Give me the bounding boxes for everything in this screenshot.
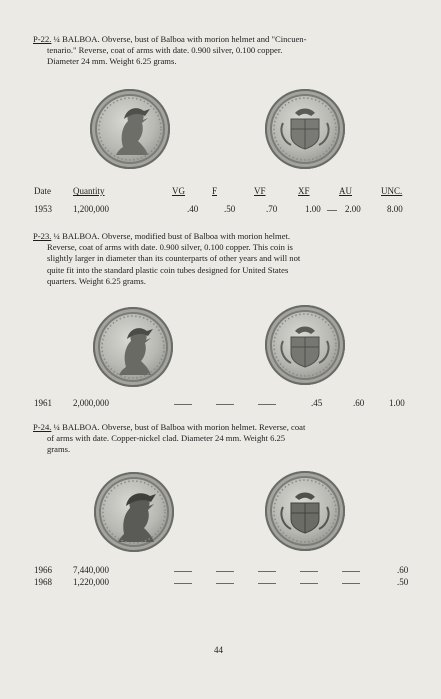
balboa-bust-icon [93,307,173,387]
coat-of-arms-icon [265,471,345,551]
header-xf: XF [298,186,310,196]
coin-obverse-image [94,472,174,552]
entry-p22-description: P-22. ¼ BALBOA. Obverse, bust of Balboa with morion helmet and "Cincuen- tenario." Reverse, coat of arms with date. 0.900 silver, 0.100 copper. Diameter 24 mm. Weight 6.25 grams. [33,34,307,67]
header-date: Date [34,186,51,196]
dash-separator [342,571,360,572]
dash-separator [216,404,234,405]
catalog-number: P-22. [33,34,52,44]
balboa-bust-icon [90,89,170,169]
dash-separator [258,571,276,572]
coin-reverse-image [265,471,345,551]
coin-obverse-image [90,89,170,169]
coin-obverse-image [93,307,173,387]
dash-separator [300,571,318,572]
dash-separator [174,583,192,584]
header-au: AU [339,186,352,196]
dash-separator [174,404,192,405]
header-vf: VF [254,186,266,196]
entry-p23-description: P-23. ¼ BALBOA. Obverse, modified bust of Balboa with morion helmet. Reverse, coat of arms with date. 0.900 silver, 0.100 copper. This coin is slightly larger in diameter than its counterparts of other years and will not quite fit into the standard plastic coin tubes designed for United States quarters. Weight 6.25 grams. [33,231,301,286]
header-unc: UNC. [381,186,403,196]
dash-separator [258,404,276,405]
dash-separator [258,583,276,584]
header-vg: VG [172,186,185,196]
entry-p24-description: P-24. ¼ BALBOA. Obverse, bust of Balboa with morion helmet. Reverse, coat of arms with date. Copper-nickel clad. Diameter 24 mm. Weight 6.25 grams. [33,422,306,455]
dash-separator [300,583,318,584]
coin-reverse-image [265,89,345,169]
catalog-page: P-22. ¼ BALBOA. Obverse, bust of Balboa with morion helmet and "Cincuen- tenario." Reverse, coat of arms with date. 0.900 silver, 0.100 copper. Diameter 24 mm. Weight 6.25 grams. Date Quantity VG F VF XF AU UNC. 1953 1,200,000 .40 .50 .70 1.00 2.00 8.00 P-23. ¼ BALBOA. Obverse, modified bust of Balboa with morion helmet. Reverse, coat of arms with date. 0.900 silver, 0.100 copper. This coin is slightly larger in diameter than its counterparts of other years and will not quite fit into the standard plastic coin tubes designed for United States quarters. Weight 6.25 grams. 1961 2,000,000 .45 .60 1.00 P-24. ¼ BALBOA. Obverse, bust of Balboa with morion helmet. Reverse, coat of arms with date. Copper-nickel clad. Diameter 24 mm. Weight 6.25 grams. 1966 7,440,000 .60 1968 1,220,000 .50 44 [0,0,441,699]
dash-separator [216,571,234,572]
header-quantity: Quantity [73,186,105,196]
dash-separator [174,571,192,572]
page-number: 44 [214,645,223,655]
catalog-number: P-24. [33,422,52,432]
catalog-number: P-23. [33,231,52,241]
dash-separator [342,583,360,584]
coat-of-arms-icon [265,89,345,169]
coin-reverse-image [265,305,345,385]
balboa-bust-icon [94,472,174,552]
coat-of-arms-icon [265,305,345,385]
header-f: F [212,186,218,196]
dash-separator [216,583,234,584]
dash-separator [327,210,337,211]
